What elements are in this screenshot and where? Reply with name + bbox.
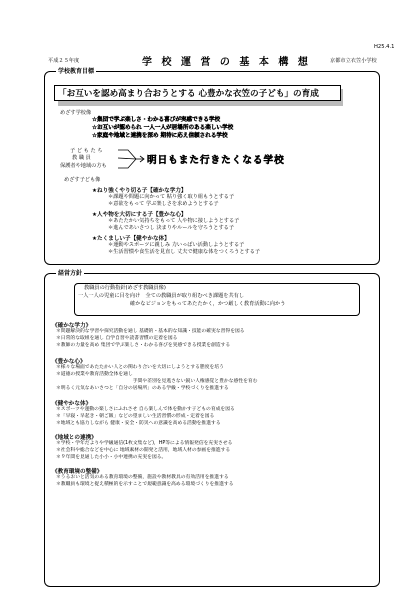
slogan: 明日もまた行きたくなる学校 — [147, 155, 285, 166]
child-group-1-item-2: ＊意欲をもって 学ぶ楽しさを求めようとする子 — [108, 201, 219, 207]
section-environment-head: 《教育環境の整備》 — [52, 469, 103, 475]
policy-tag: 経営方針 — [58, 270, 83, 277]
section-body-item-1: ＊スポーツや運動の楽しさにふれさせ 自ら楽しんで体を動かす子どもの育成を図る — [56, 407, 235, 412]
child-group-2-item-1: ＊あたたかい気持ちをもって 人や物に接しようとする子 — [108, 218, 240, 224]
section-heart-item-4: ＊明るく元気なあいさつと「自分の居場所」のある学級・学校づくりを推進する — [56, 386, 229, 391]
guideline-line-1: 一人一人の児童に目を向け 全ての教職員が取り組むべき課題を共有し — [78, 293, 245, 299]
child-group-3-item-1: ＊運動やスポーツに親しみ 力いっぱい活動しようとする子 — [108, 242, 245, 248]
flow-children: 子 ど も た ち — [70, 148, 103, 154]
section-community-head: 《地域との連携》 — [52, 435, 97, 441]
school-name: 京都市立衣笠小学校 — [330, 58, 377, 64]
section-academic-item-3: ＊教師の力量を高め 集団で学ぶ楽しさ・わかる喜びを実感できる授業を創造する — [56, 343, 231, 348]
date-label: H25.4.1 — [374, 44, 395, 50]
school-image-title: めざす学校像 — [60, 110, 92, 116]
section-heart-item-3: 手間や差別を見逃さない鋭い人権感覚と豊かな感性を育む — [56, 379, 258, 384]
guideline-title: 教職員の行動指針(めざす教職員像) — [84, 285, 166, 291]
section-community-item-1: ＊学校・学年だよりや学級通信(1枚文集など)，HP等による情報発信を充実させる — [56, 441, 233, 446]
fiscal-year: 平成２５年度 — [48, 58, 80, 64]
section-heart-item-2: ＊道徳の授業や教育活動全体を通し — [56, 372, 133, 377]
child-group-3-item-2: ＊生活習慣や食生活を見直し 丈夫で健康な体をつくろうとする子 — [108, 249, 261, 255]
section-environment-item-2: ＊教職員も環境と捉え積極的を示すことで規範意識を高める環境づくりを推進する — [56, 482, 234, 487]
section-academic-item-2: ＊日常的な取組を通し 自学自習や読書習慣の定着を図る — [56, 336, 178, 341]
section-heart-head: 《豊かな心》 — [52, 359, 86, 365]
school-image-3: ☆家庭や地域と連携を深め 期待に応え信頼される学校 — [92, 133, 228, 139]
school-goals-tag: 学校教育目標 — [58, 68, 95, 75]
section-body-head: 《健やかな体》 — [52, 401, 92, 407]
section-body-item-2: ＊「早寝・早起き・朝ご飯」などの望ましい生活習慣の形成・定着を図る — [56, 414, 215, 419]
school-goal: 「お互いを認め高まり合おうとする 心豊かな衣笠の子ども」の育成 — [54, 85, 341, 101]
section-community-item-2: ＊社会科や総合などを中心に 地域素材の開発と活用，地域人材の参画を推進する — [56, 448, 231, 453]
school-image-1: ☆集団で学ぶ楽しさ・わかる喜びが実感できる学校 — [92, 117, 221, 123]
section-body-item-3: ＊地域とも協力しながら 健康・安全・防災への意識を高める活動を推進する — [56, 421, 221, 426]
child-group-1-head: ★ねり強くやり切る子【確かな学力】 — [92, 188, 187, 194]
flow-parents: 保護者や地域の方も — [60, 163, 107, 169]
child-group-1-item-1: ＊課題や問題に向かって 粘り強く取り組もうとする子 — [108, 194, 235, 200]
section-academic-item-1: ＊問題解決的な学習や探究活動を通し 基礎的・基本的な知識・技能の確実な習得を図る — [56, 329, 245, 334]
guideline-line-2: 確かなビジョンをもってあたたかく，かつ厳しく教育活動に向かう — [130, 301, 286, 307]
section-academic-head: 《確かな学力》 — [52, 323, 92, 329]
section-community-item-3: ＊９年間を見通した小小・小中連携の充実を図る。 — [56, 455, 167, 460]
child-group-2-head: ★人や物を大切にする子【豊かな心】 — [92, 212, 187, 218]
school-image-2: ☆お互いが認められ 一人一人が居場所のある楽しい学校 — [92, 125, 234, 131]
flow-staff: 教 職 員 — [72, 155, 91, 161]
child-image-title: めざす子ども像 — [64, 177, 101, 183]
child-group-2-item-2: ＊進んであいさつし 決まりやルールを守ろうとする子 — [108, 225, 235, 231]
child-group-3-head: ★たくましい子【健やかな体】 — [92, 236, 170, 242]
policy-box — [44, 273, 380, 587]
page-title: 学 校 運 営 の 基 本 構 想 — [142, 57, 311, 68]
section-environment-item-1: ＊うるおいと活気のある教育環境の整備，施設や教材教具の有効活用を推進する — [56, 475, 229, 480]
convergence-arrow-icon — [116, 148, 146, 170]
section-heart-item-1: ＊様々な場面であたたかい人との関わり合いを大切にしようとする態度を培う — [56, 365, 224, 370]
